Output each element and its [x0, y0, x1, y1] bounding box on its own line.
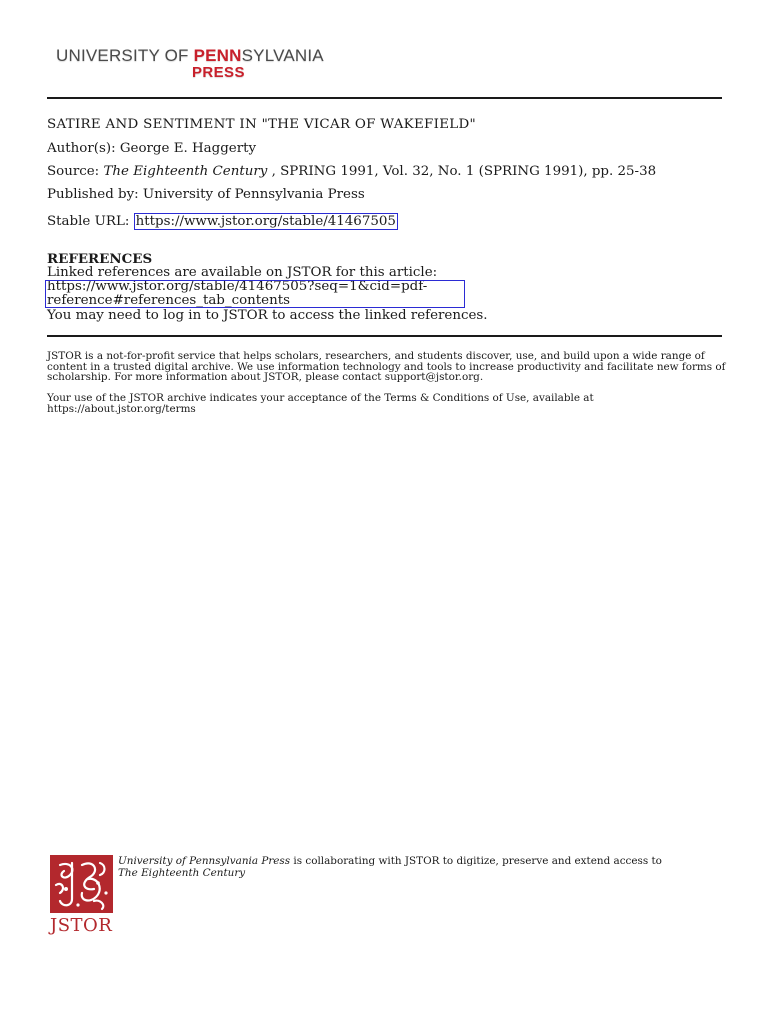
references-link-box[interactable] — [45, 280, 465, 308]
terms-notice: Your use of the JSTOR archive indicates your acceptance of the Terms & Conditions of Use, available at https://about.jstor.org/terms — [47, 392, 594, 415]
middle-divider — [47, 335, 722, 337]
collab-publisher: University of Pennsylvania Press — [118, 855, 291, 867]
stable-url-label: Stable URL: — [47, 214, 134, 229]
logo-line-2: PRESS — [192, 64, 245, 81]
jstor-notice: JSTOR is a not-for-profit service that helps scholars, researchers, and students discover, use, and build upon a wide range of content in a trusted digital archive. We use information technology and tools to increase productivity and facilitate new forms of scholarship. For more information about JSTOR, please contact support@jstor.org. — [47, 350, 726, 384]
stable-url-row — [47, 214, 398, 229]
article-publisher: Published by: University of Pennsylvania Press — [47, 187, 365, 202]
jstor-wordmark: JSTOR — [50, 915, 113, 936]
jstor-logo — [50, 855, 114, 937]
references-intro: Linked references are available on JSTOR for this article: — [47, 265, 438, 280]
university-of-pennsylvania-press-logo — [52, 44, 336, 84]
stable-url-link[interactable]: https://www.jstor.org/stable/41467505 — [135, 214, 396, 229]
references-login-note: You may need to log in to JSTOR to access the linked references. — [47, 308, 488, 323]
article-source: Source: The Eighteenth Century , SPRING 1991, Vol. 32, No. 1 (SPRING 1991), pp. 25-38 — [47, 164, 657, 179]
jstor-emblem-icon — [50, 855, 113, 913]
references-heading: REFERENCES — [47, 251, 153, 267]
article-author: Author(s): George E. Haggerty — [47, 141, 257, 156]
collab-journal: The Eighteenth Century — [118, 866, 246, 879]
logo-line-1: UNIVERSITY OF PENNSYLVANIA — [56, 46, 324, 65]
source-journal: The Eighteenth Century — [103, 164, 268, 179]
references-url-line-2[interactable]: reference#references_tab_contents — [47, 293, 290, 308]
jstor-emblem-svg — [50, 855, 113, 913]
references-url-line-1[interactable]: https://www.jstor.org/stable/41467505?seq=1&cid=pdf- — [47, 279, 428, 294]
top-divider — [47, 97, 722, 99]
article-title: SATIRE AND SENTIMENT IN "THE VICAR OF WAKEFIELD" — [47, 117, 476, 132]
collaboration-statement: University of Pennsylvania Press is collaborating with JSTOR to digitize, preserve and extend access to The Eighteenth Century — [118, 855, 662, 879]
